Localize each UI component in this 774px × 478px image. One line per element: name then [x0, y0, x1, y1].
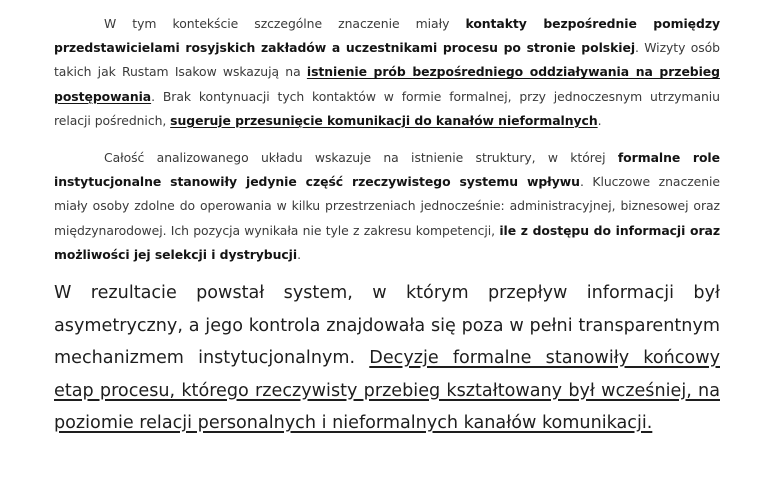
document-page [54, 12, 720, 440]
underlined-phrase: Decyzje formalne stanowiły końcowy etap procesu, którego rzeczywisty przebieg kształtowany był wcześniej, na poziomie relacji personalnych i nieformalnych kanałów komunikacji. [54, 348, 720, 434]
text-run: . Brak kontynuacji tych kontaktów w formie formalnej, przy jednoczesnym utrzymaniu relacji pośrednich, [54, 88, 720, 128]
text-run: . [597, 112, 602, 128]
text-run: W rezultacie powstał system, w którym przepływ informacji był asymetryczny, a jego kontrola znajdowała się poza w pełni transparentnym mechanizmem instytucjonalnym. [54, 283, 720, 369]
bold-underlined-phrase: istnienie prób bezpośredniego oddziaływania na przebieg postępowania [54, 64, 720, 104]
paragraph-conclusion [54, 277, 720, 440]
bold-underlined-phrase: sugeruje przesunięcie komunikacji do kanałów nieformalnych [170, 112, 598, 128]
text-run: Całość analizowanego układu wskazuje na istnienie struktury, w której [104, 150, 618, 166]
bold-phrase: ile z dostępu do informacji oraz możliwości jej selekcji i dystrybucji [54, 222, 720, 262]
bold-phrase: kontakty bezpośrednie pomiędzy przedstawicielami rosyjskich zakładów a uczestnikami procesu po stronie polskiej [54, 16, 721, 56]
text-run: . Wizyty osób takich jak Rustam Isakow wskazują na [54, 40, 720, 80]
bold-phrase: formalne role instytucjonalne stanowiły jedynie część rzeczywistego systemu wpływu [54, 150, 720, 190]
paragraph-structure [54, 146, 720, 267]
text-run: . Kluczowe znaczenie miały osoby zdolne do operowania w kilku przestrzeniach jednocześnie: administracyjnej, biznesowej oraz międzynarodowej. Ich pozycja wynikała nie tyle z zakresu kompetencji, [54, 174, 721, 238]
text-run: W tym kontekście szczególne znaczenie miały [104, 16, 466, 31]
paragraph-contacts [54, 12, 720, 133]
text-run: . [297, 246, 301, 262]
